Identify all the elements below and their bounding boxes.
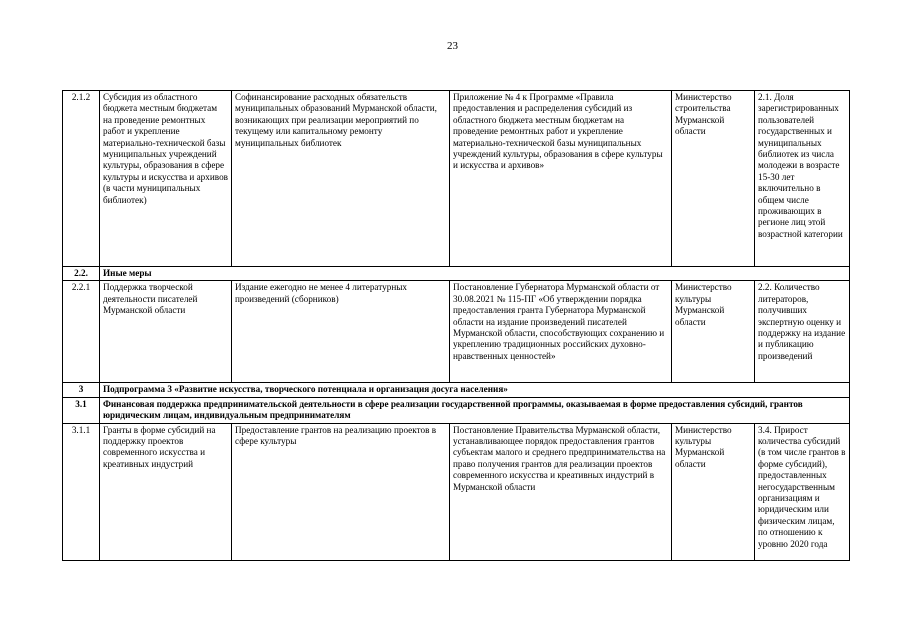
- page-number: 23: [447, 40, 458, 52]
- section-title: Подпрограмма 3 «Развитие искусства, творческого потенциала и организация досуга населения»: [100, 383, 850, 397]
- section-number: 3.1: [63, 397, 100, 423]
- section-title: Иные меры: [100, 267, 850, 281]
- table-row: [63, 91, 850, 267]
- section-row: [63, 383, 850, 397]
- row-number: 2.1.2: [63, 91, 100, 267]
- table-row: [63, 423, 850, 560]
- responsible-executor: Министерство культуры Мурманской области: [672, 423, 755, 560]
- section-title: Финансовая поддержка предпринимательской деятельности в сфере реализации государственной программы, оказываемая в форме предоставления субсидий, грантов юридическим лицам, индивидуальным предпринимателям: [100, 397, 850, 423]
- indicator: 3.4. Прирост количества субсидий (в том числе грантов в форме субсидий), предоставленных негосударственным организациям и юридическим или физическим лицам, по отношению к уровню 2020 года: [755, 423, 850, 560]
- row-number: 2.2.1: [63, 281, 100, 383]
- measure-name: Субсидия из областного бюджета местным бюджетам на проведение ремонтных работ и укрепление материально-технической базы муниципальных учреждений культуры, образования в сфере культуры и искусства и архивов (в части муниципальных библиотек): [100, 91, 232, 267]
- measure-description: Издание ежегодно не менее 4 литературных произведений (сборников): [232, 281, 450, 383]
- measure-description: Предоставление грантов на реализацию проектов в сфере культуры: [232, 423, 450, 560]
- measure-description: Софинансирование расходных обязательств муниципальных образований Мурманской области, возникающих при реализации мероприятий по текущему или капитальному ремонту муниципальных библиотек: [232, 91, 450, 267]
- section-row: [63, 267, 850, 281]
- responsible-executor: Министерство строительства Мурманской области: [672, 91, 755, 267]
- measure-name: Поддержка творческой деятельности писателей Мурманской области: [100, 281, 232, 383]
- indicator: 2.1. Доля зарегистрированных пользователей государственных и муниципальных библиотек из числа молодежи в возрасте 15-30 лет включительно в общем числе проживающих в регионе лиц этой возрастной категории: [755, 91, 850, 267]
- section-number: 2.2.: [63, 267, 100, 281]
- table-row: [63, 281, 850, 383]
- measure-name: Гранты в форме субсидий на поддержку проектов современного искусства и креативных индустрий: [100, 423, 232, 560]
- section-row: [63, 397, 850, 423]
- row-number: 3.1.1: [63, 423, 100, 560]
- legal-document: Постановление Правительства Мурманской области, устанавливающее порядок предоставления грантов субъектам малого и среднего предпринимательства на право получения грантов для реализации проектов современного искусства и креативных индустрий в Мурманской области: [450, 423, 672, 560]
- measures-table: [62, 90, 850, 561]
- section-number: 3: [63, 383, 100, 397]
- legal-document: Приложение № 4 к Программе «Правила предоставления и распределения субсидий из областного бюджета местным бюджетам на проведение ремонтных работ и укрепление материально-технической базы муниципальных учреждений культуры, образования в сфере культуры и искусства и архивов»: [450, 91, 672, 267]
- legal-document: Постановление Губернатора Мурманской области от 30.08.2021 № 115-ПГ «Об утверждении порядка предоставления гранта Губернатора Мурманской области на издание произведений писателей Мурманской области, способствующих сохранению и укреплению традиционных российских духовно-нравственных ценностей»: [450, 281, 672, 383]
- indicator: 2.2. Количество литераторов, получивших экспертную оценку и поддержку на издание и публикацию произведений: [755, 281, 850, 383]
- responsible-executor: Министерство культуры Мурманской области: [672, 281, 755, 383]
